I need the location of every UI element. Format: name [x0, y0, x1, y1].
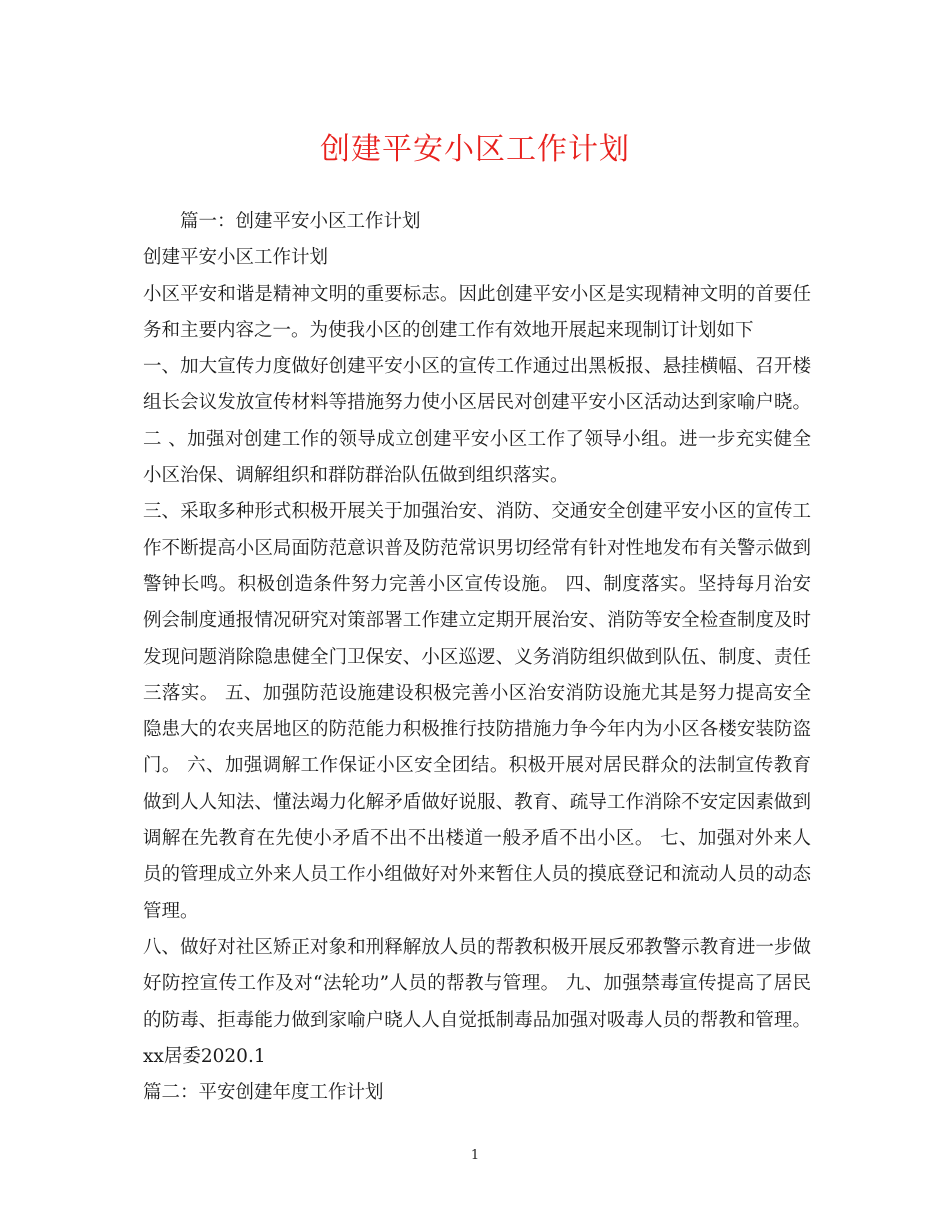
paragraph-items-1-2: 一、加大宣传力度做好创建平安小区的宣传工作通过出黑板报、悬挂横幅、召开楼组长会议发放宣传材料等措施努力使小区居民对创建平安小区活动达到家喻户晓。 二 、加强对创建工作的领导成立创建平安小区工作了领导小组。进一步充实健全小区治保、调解组织和群防群治队伍做到组织落实。	[143, 356, 811, 487]
document-title: 创建平安小区工作计划	[320, 132, 630, 167]
section-heading-1: 篇一：创建平安小区工作计划	[180, 211, 421, 232]
page-number: 1	[470, 1148, 480, 1163]
subheading: 创建平安小区工作计划	[143, 247, 329, 269]
document-body	[143, 204, 811, 1111]
paragraph-items-8-9: 八、做好对社区矫正对象和刑释解放人员的帮教积极开展反邪教警示教育进一步做好防控宣传工作及对“法轮功”人员的帮教与管理。 九、加强禁毒宣传提高了居民的防毒、拒毒能力做到家喻户晓人人自觉抵制毒品加强对吸毒人员的帮教和管理。 xx居委2020.1	[143, 936, 811, 1067]
section-heading-2: 篇二：平安创建年度工作计划	[143, 1082, 384, 1104]
paragraph-items-3-7: 三、采取多种形式积极开展关于加强治安、消防、交通安全创建平安小区的宣传工作不断提高小区局面防范意识普及防范常识男切经常有针对性地发布有关警示做到警钟长鸣。积极创造条件努力完善小区宣传设施。 四、制度落实。坚持每月治安例会制度通报情况研究对策部署工作建立定期开展治安、消防等安全检查制度及时发现问题消除隐患健全门卫保安、小区巡逻、义务消防组织做到队伍、制度、责任三落实。 五、加强防范设施建设积极完善小区治安消防设施尤其是努力提高安全隐患大的农夹居地区的防范能力积极推行技防措施力争今年内为小区各楼安装防盗门。 六、加强调解工作保证小区安全团结。积极开展对居民群众的法制宣传教育做到人人知法、懂法竭力化解矛盾做好说服、教育、疏导工作消除不安定因素做到调解在先教育在先使小矛盾不出不出楼道一般矛盾不出小区。 七、加强对外来人员的管理成立外来人员工作小组做好对外来暂住人员的摸底登记和流动人员的动态管理。	[143, 501, 811, 922]
paragraph-intro: 小区平安和谐是精神文明的重要标志。因此创建平安小区是实现精神文明的首要任务和主要内容之一。为使我小区的创建工作有效地开展起来现制订计划如下	[143, 283, 811, 341]
